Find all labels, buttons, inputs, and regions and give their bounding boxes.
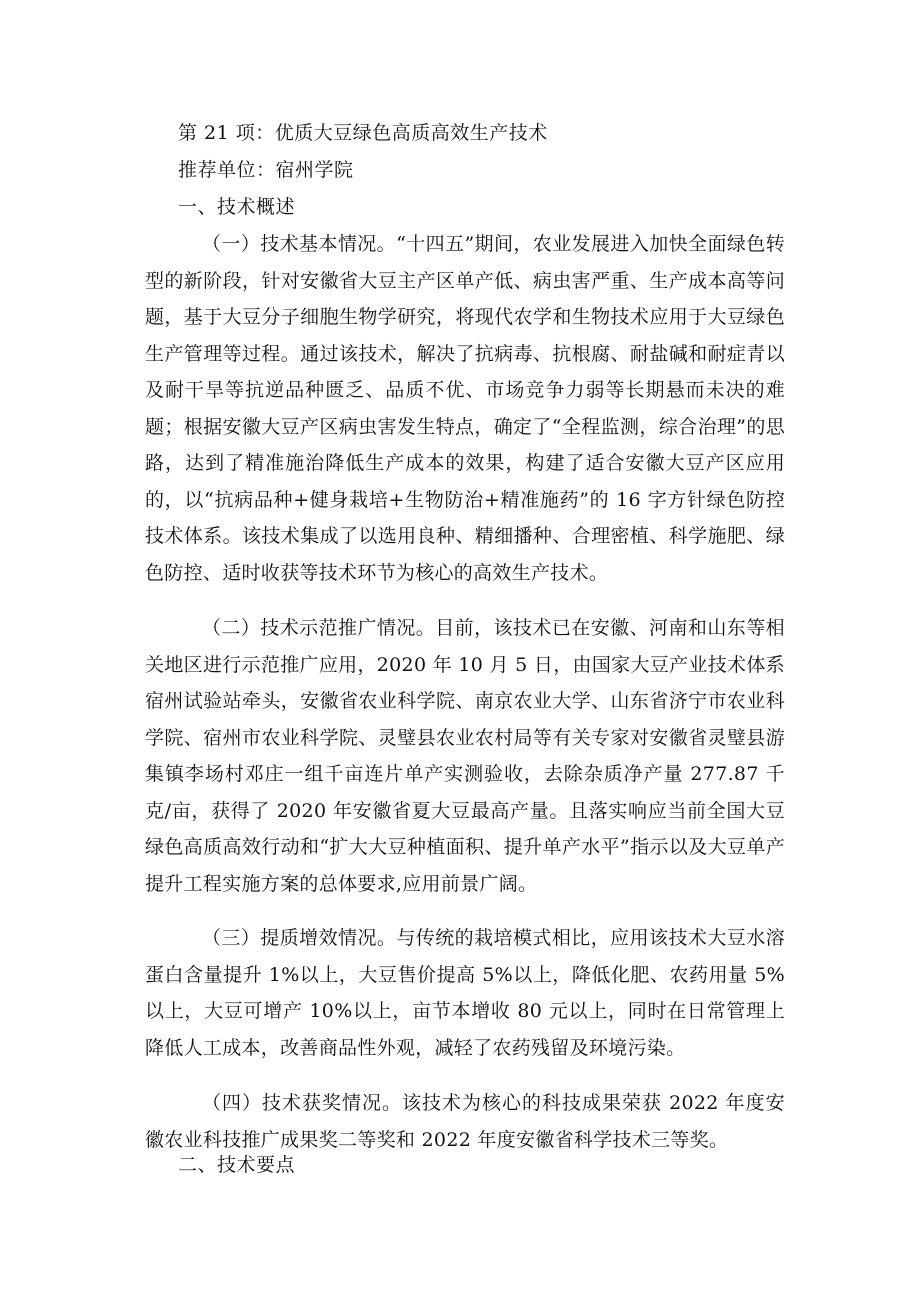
paragraph-basic-situation: （一）技术基本情况。“十四五”期间，农业发展进入加快全面绿色转型的新阶段，针对安徽省大豆主产区单产低、病虫害严重、生产成本高等问题，基于大豆分子细胞生物学研究，将现代农学和生物技术应用于大豆绿色生产管理等过程。通过该技术，解决了抗病毒、抗根腐、耐盐碱和耐症青以及耐干旱等抗逆品种匮乏、品质不优、市场竞争力弱等长期悬而未决的难题；根据安徽大豆产区病虫害发生特点，确定了“全程监测，综合治理”的思路，达到了精准施治降低生产成本的效果，构建了适合安徽大豆产区应用的，以“抗病品种+健身栽培+生物防治+精准施药”的 16 字方针绿色防控技术体系。该技术集成了以选用良种、精细播种、合理密植、科学施肥、绿色防控、适时收获等技术环节为核心的高效生产技术。	[145, 233, 785, 584]
paragraph-demonstration-promotion: （二）技术示范推广情况。目前，该技术已在安徽、河南和山东等相关地区进行示范推广应用，2020 年 10 月 5 日，由国家大豆产业技术体系宿州试验站牵头，安徽省农业科学院、南京农业大学、山东省济宁市农业科学院、宿州市农业科学院、灵璧县农业农村局等有关专家对安徽省灵璧县游集镇李场村邓庄一组千亩连片单产实测验收，去除杂质净产量 277.87 千克/亩，获得了 2020 年安徽省夏大豆最高产量。且落实响应当前全国大豆绿色高质高效行动和“扩大大豆种植面积、提升单产水平”指示以及大豆单产提升工程实施方案的总体要求,应用前景广阔。	[145, 617, 785, 895]
recommender-line: 推荐单位：宿州学院	[178, 159, 354, 181]
section-heading-overview: 一、技术概述	[178, 196, 296, 218]
item-title: 第 21 项：优质大豆绿色高质高效生产技术	[178, 122, 548, 144]
paragraph-quality-efficiency: （三）提质增效情况。与传统的栽培模式相比，应用该技术大豆水溶蛋白含量提升 1%以上，大豆售价提高 5%以上，降低化肥、农药用量 5%以上，大豆可增产 10%以上，亩节本增收 80 元以上，同时在日常管理上降低人工成本，改善商品性外观，减轻了农药残留及环境污染。	[145, 927, 785, 1059]
paragraph-awards: （四）技术获奖情况。该技术为核心的科技成果荣获 2022 年度安徽农业科技推广成果奖二等奖和 2022 年度安徽省科学技术三等奖。	[145, 1092, 785, 1151]
section-heading-key-points: 二、技术要点	[178, 1154, 296, 1176]
